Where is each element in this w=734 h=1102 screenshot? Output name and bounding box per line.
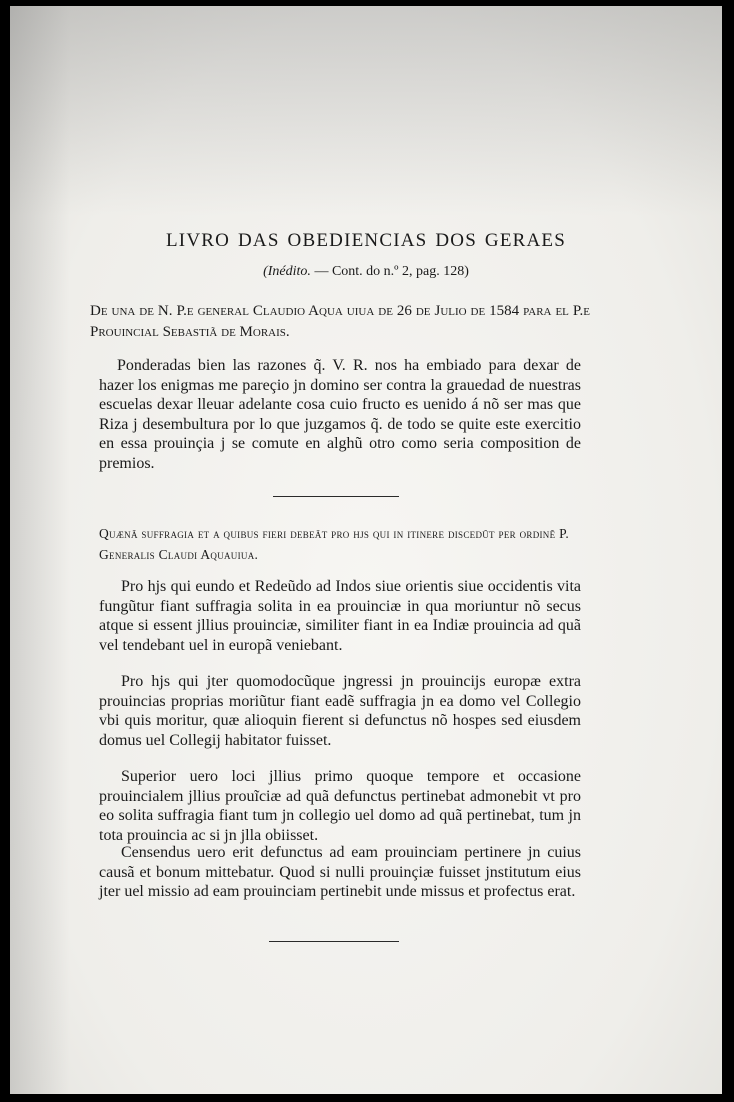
page-shadow-left: [10, 6, 70, 1094]
section-heading-1: De una de N. P.e general Claudio Aqua uiua de 26 de Julio de 1584 para el P.e Prouincial Sebastiã de Morais.: [90, 303, 590, 340]
section-divider: [273, 496, 399, 497]
section-2-paragraph: Censendus uero erit defunctus ad eam prouinciam pertinere jn cuius causã et bonum mittebatur. Quod si nulli prouinçiæ fuisset jnstitutum eius jter uel missio ad eam prouinciam pertinebit unde missus et profectus erat.: [99, 844, 581, 901]
section-2-paragraph: Superior uero loci jllius primo quoque tempore et occasione prouincialem jllius prouĩciæ ad quã defunctus pertinebat admonebit vt pro eo solita suffragia fiant tum jn collegio uel domo ad quã pertinebat, tum jn tota prouincia ac si jn jlla obiisset.: [99, 768, 581, 844]
section-divider: [269, 941, 399, 942]
page-shadow-top: [10, 6, 722, 216]
document-title: LIVRO DAS OBEDIENCIAS DOS GERAES: [165, 230, 567, 251]
subtitle-rest: — Cont. do n.º 2, pag. 128): [310, 264, 469, 279]
section-1-paragraph: Ponderadas bien las razones q̃. V. R. nos ha embiado para dexar de hazer los enigmas me pareçio jn domino ser contra la grauedad de nuestras escuelas dexar lleuar adelante cosa cuio fructo es uenido á nõ ser mas que Riza j desembultura por lo que juzgamos q̃. de todo se quite este exercitio en essa prouinçia j se comute en alghũ otro como seria composition de premios.: [99, 357, 581, 472]
subtitle-italic: (Inédito.: [263, 264, 311, 279]
document-subtitle: [10, 264, 722, 280]
scanned-page: [10, 6, 722, 1094]
section-heading-2: Quænã suffragia et a quibus fieri debeãt pro hjs qui in itinere discedũt per ordinẽ P. Generalis Claudi Aquauiua.: [99, 526, 570, 562]
section-2-paragraph: Pro hjs qui jter quomodocũque jngressi jn prouincijs europæ extra prouincias proprias moriũtur fiant eadẽ suffragia jn ea domo vel Collegio vbi quis moritur, quæ alioquin fierent si defunctus nõ hospes sed eiusdem domus uel Collegij habitator fuisset.: [99, 673, 581, 749]
section-2-paragraph: Pro hjs qui eundo et Redeũdo ad Indos siue orientis siue occidentis vita fungũtur fiant suffragia solita in ea prouinciæ in qua moriuntur nõ secus atque si essent jllius prouinciæ, similiter fiant in ea Indiæ prouincia ad quã vel tendebant uel in europã veniebant.: [99, 578, 581, 654]
